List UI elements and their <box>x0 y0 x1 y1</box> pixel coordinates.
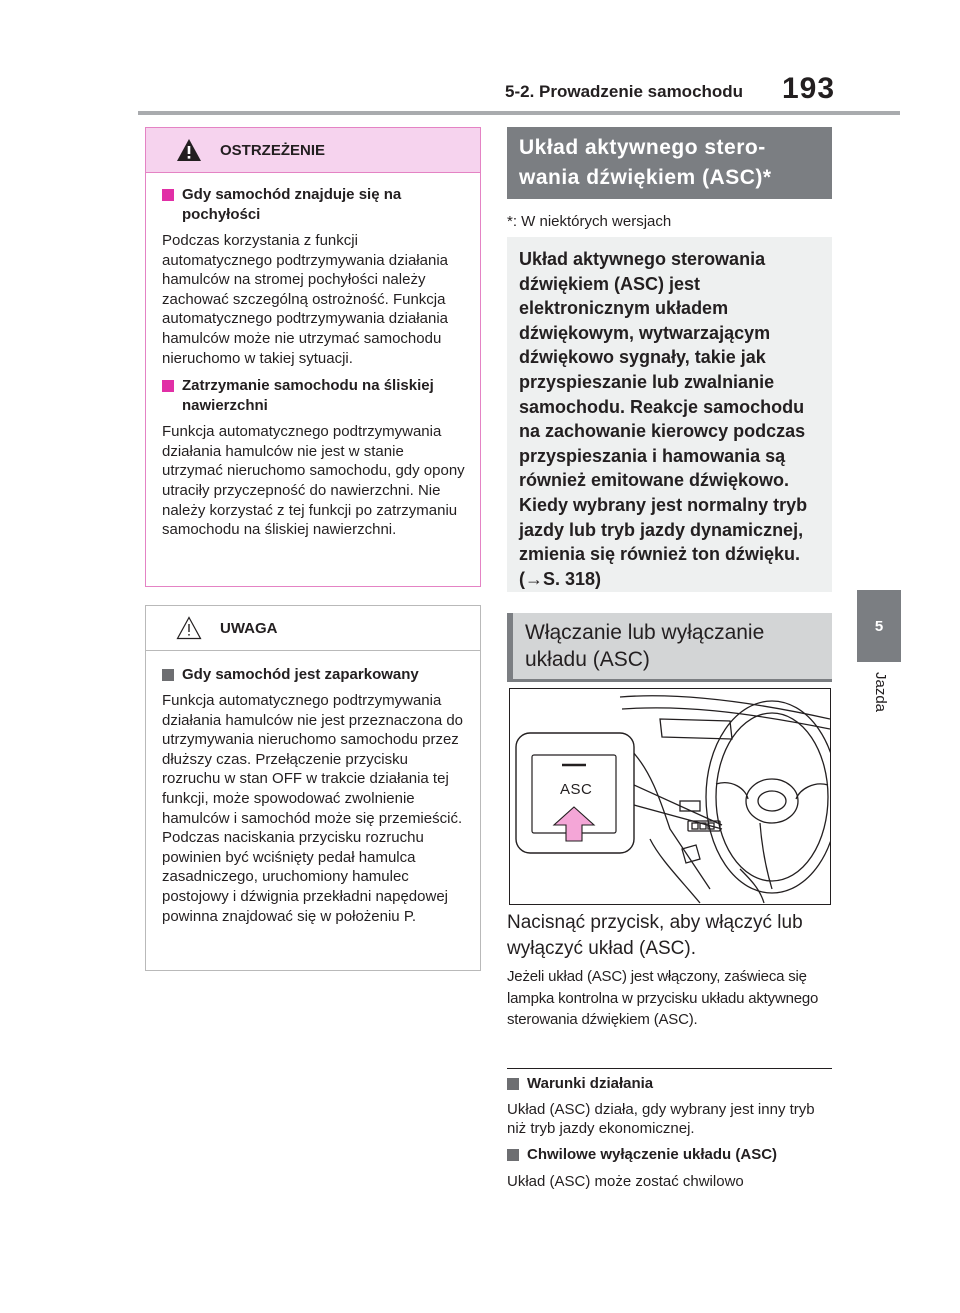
warning-box <box>145 127 481 587</box>
caution-triangle-icon <box>176 616 202 640</box>
section-heading-asc: Układ aktywnego stero- wania dźwiękiem (ASC)* <box>507 127 832 199</box>
square-bullet-icon <box>162 189 174 201</box>
square-bullet-icon <box>162 380 174 392</box>
caution-title: UWAGA <box>220 619 278 637</box>
page-number: 193 <box>782 72 836 105</box>
warning-item-heading: Zatrzymanie samochodu na śliskiej nawierzchni <box>162 376 468 416</box>
square-bullet-icon <box>162 669 174 681</box>
warning-triangle-icon <box>176 138 202 162</box>
warning-item-heading: Gdy samochód znajduje się na pochyłości <box>162 185 468 225</box>
instruction-text: Nacisnąć przycisk, aby włączyć lub wyłączyć układ (ASC). <box>507 912 803 959</box>
caution-box-header <box>146 606 480 651</box>
temporary-off-heading: Chwilowe wyłączenie układu (ASC) <box>507 1145 777 1165</box>
indicator-note: Jeżeli układ (ASC) jest włączony, zaświeca się lampka kontrolna w przycisku układu aktywnego sterowania dźwiękiem (ASC). <box>507 968 819 1028</box>
section-divider <box>507 1068 832 1069</box>
dashboard-illustration <box>509 688 831 905</box>
chapter-label: Jazda <box>872 672 889 713</box>
warning-item-text: Podczas korzystania z funkcji automatycznego podtrzymywania działania hamulców na stromej pochyłości należy zachować szczególną ostrożność. Funkcja automatycznego podtrzymywania działania hamulców może nie utrzymać samochodu nieruchomo w takiej sytuacji. <box>162 232 448 367</box>
header-section-title: 5-2. Prowadzenie samochodu <box>505 82 744 101</box>
caution-box <box>145 605 481 971</box>
asc-button-label: ASC <box>560 781 593 798</box>
dashboard-drawing <box>510 689 831 905</box>
temporary-off-text: Układ (ASC) może zostać chwilowo <box>507 1173 744 1190</box>
intro-box: Układ aktywnego sterowania dźwiękiem (ASC) jest elektronicznym układem dźwiękowym, wytwarzającym dźwiękowo sygnały, takie jak przyspieszanie lub zwalnianie samochodu. Reakcje samochodu na zachowanie kierowcy podczas przyspieszania i hamowania są również emitowane dźwiękowo. Kiedy wybrany jest normalny tryb jazdy lub tryb jazdy dynamicznej, zmienia się również ton dźwięku. (→S. 318) <box>507 237 832 592</box>
footnote: *: W niektórych wersjach <box>507 213 672 230</box>
chapter-number: 5 <box>874 617 884 635</box>
chapter-tab[interactable] <box>857 590 901 662</box>
warning-box-header <box>146 128 480 173</box>
condition-text: Układ (ASC) działa, gdy wybrany jest inny tryb niż tryb jazdy ekonomicznej. <box>507 1101 815 1137</box>
square-bullet-icon <box>507 1078 519 1090</box>
caution-item-text: Funkcja automatycznego podtrzymywania działania hamulców nie jest przeznaczona do utrzymywania nieruchomo samochodu przez dłuższy czas. Przełączenie przycisku rozruchu w stan OFF w trakcie działania tej funkcji, może spowodować zwolnienie hamulców i samochód może się przemieścić. Podczas naciskania przycisku rozruchu powinien być wciśnięty pedał hamulca zasadniczego, uruchomiony hamulec postojowy i dźwignia przekładni napędowej powinna znajdować się w położeniu P. <box>162 692 464 925</box>
caution-item-heading: Gdy samochód jest zaparkowany <box>162 665 468 685</box>
square-bullet-icon <box>507 1149 519 1161</box>
section-heading-toggle: Włączanie lub wyłączanie układu (ASC) <box>507 613 832 682</box>
warning-item-text: Funkcja automatycznego podtrzymywania działania hamulców nie jest w stanie utrzymać nieruchomo samochodu, gdy opony utraciły przyczepność do nawierzchni. Nie należy korzystać z tej funkcji po zatrzymaniu samochodu na śliskiej nawierzchni. <box>162 423 465 539</box>
condition-heading: Warunki działania <box>507 1074 653 1094</box>
header-rule <box>138 111 900 115</box>
warning-title: OSTRZEŻENIE <box>220 141 326 159</box>
